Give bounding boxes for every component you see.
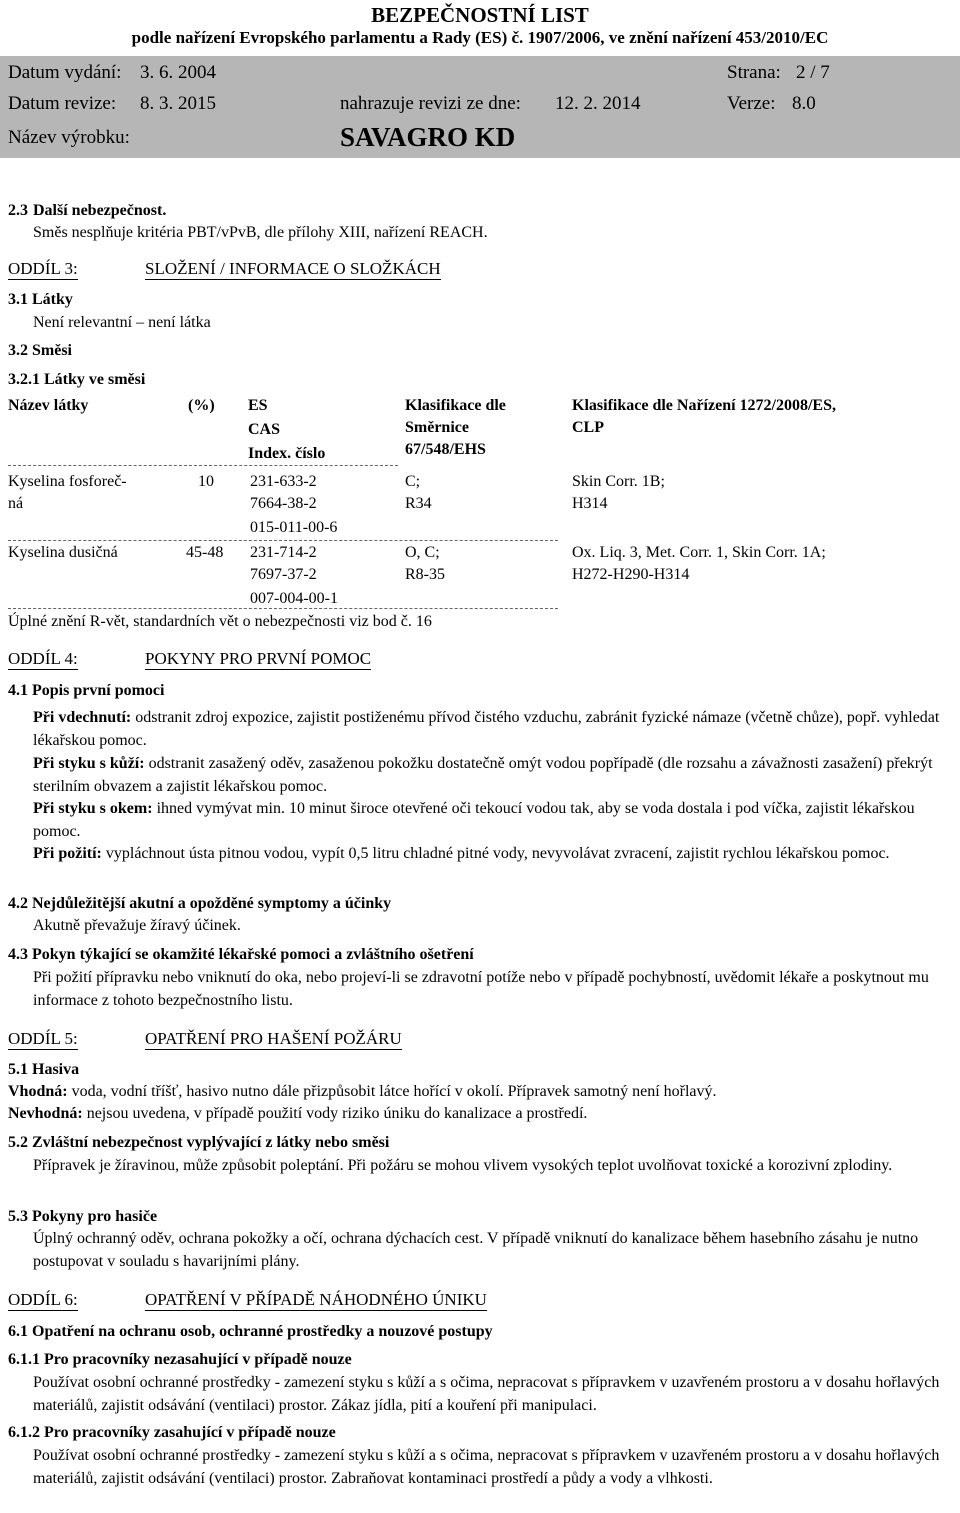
subsection-5-3-heading: 5.3 Pokyny pro hasiče xyxy=(8,1208,158,1225)
row2-cas: 7697-37-2 xyxy=(250,566,317,583)
subsection-5-3-text: Úplný ochranný oděv, ochrana pokožky a očí, ochrana dýchacích cest. V případě vniknutí do kanalizace během hasebního zásahu je nutno postupovat v souladu s havarijními plány. xyxy=(33,1230,919,1270)
row2-index: 007-004-00-1 xyxy=(250,590,338,607)
subsection-3-1-heading: 3.1 Látky xyxy=(8,291,73,308)
document-subtitle: podle nařízení Evropského parlamentu a Rady (ES) č. 1907/2006, ve znění nařízení 453/2010/EC xyxy=(131,28,829,47)
row1-percent: 10 xyxy=(198,473,214,490)
first-aid-skin-text: odstranit zasažený oděv, zasaženou pokožku dostatečně omýt vodou popřípadě (dle rozsahu a závažnosti zasažení) překrýt sterilním obvazem a zajistit lékařskou pomoc. xyxy=(33,755,933,795)
table-divider xyxy=(8,540,558,541)
first-aid-skin xyxy=(33,753,943,798)
subsection-3-2-heading: 3.2 Směsi xyxy=(8,342,72,359)
unsuitable-media-label: Nevhodná: xyxy=(8,1105,83,1122)
row1-clp-2: H314 xyxy=(572,495,608,512)
subsection-4-3-text: Při požití přípravku nebo vniknutí do oka, nebo projeví-li se zdravotní potíže nebo v případě pochybností, uvědomit lékaře a poskytnout mu informace z tohoto bezpečnostního listu. xyxy=(33,969,929,1009)
row2-clp-2: H272-H290-H314 xyxy=(572,566,690,583)
version-value: 8.0 xyxy=(792,93,816,114)
revision-date-value: 8. 3. 2015 xyxy=(140,93,216,114)
subsection-4-2-text: Akutně převažuje žíravý účinek. xyxy=(33,917,241,934)
col-header-es: ES xyxy=(248,397,268,414)
replaces-value: 12. 2. 2014 xyxy=(555,93,641,114)
first-aid-eye xyxy=(33,798,943,843)
issue-date-value: 3. 6. 2004 xyxy=(140,62,216,83)
subsection-3-2-1-heading: 3.2.1 Látky ve směsi xyxy=(8,371,146,388)
subsection-4-1-heading: 4.1 Popis první pomoci xyxy=(8,682,165,699)
row2-clp-1: Ox. Liq. 3, Met. Corr. 1, Skin Corr. 1A; xyxy=(572,544,826,561)
first-aid-skin-label: Při styku s kůží: xyxy=(33,755,145,772)
first-aid-ingestion xyxy=(33,843,943,866)
suitable-media xyxy=(8,1082,717,1101)
unsuitable-media-text: nejsou uvedena, v případě použití vody riziko úniku do kanalizace a prostředí. xyxy=(82,1105,588,1122)
subsection-2-3-text: Směs nesplňuje kritéria PBT/vPvB, dle přílohy XIII, nařízení REACH. xyxy=(33,224,488,241)
row1-name-2: ná xyxy=(8,495,24,512)
row1-clp-1: Skin Corr. 1B; xyxy=(572,473,665,490)
section-4-title: POKYNY PRO PRVNÍ POMOC xyxy=(145,649,371,670)
subsection-5-1-heading: 5.1 Hasiva xyxy=(8,1061,80,1078)
col-header-directive-3: 67/548/EHS xyxy=(405,441,486,458)
row1-index: 015-011-00-6 xyxy=(250,519,338,536)
row1-name-1: Kyselina fosforeč- xyxy=(8,473,127,490)
subsection-6-1-1-heading: 6.1.1 Pro pracovníky nezasahující v případě nouze xyxy=(8,1351,352,1368)
first-aid-eye-text: ihned vymývat min. 10 minut široce otevřené oči tekoucí vodou tak, aby se voda dostala i pod víčka, zajistit lékařskou pomoc. xyxy=(33,800,915,840)
row2-directive-1: O, C; xyxy=(405,544,440,561)
col-header-clp-2: CLP xyxy=(572,419,604,436)
first-aid-ingestion-label: Při požití: xyxy=(33,845,102,862)
section-5-label: ODDÍL 5: xyxy=(8,1029,78,1050)
suitable-media-text: voda, vodní tříšť, hasivo nutno dále přizpůsobit látce hořící v okolí. Přípravek samotný není hořlavý. xyxy=(67,1083,717,1100)
table-divider xyxy=(8,465,398,466)
first-aid-ingestion-text: vypláchnout ústa pitnou vodou, vypít 0,5 litru chladné pitné vody, nevyvolávat zvracení, zajistit rychlou lékařskou pomoc. xyxy=(101,845,890,862)
product-name: SAVAGRO KD xyxy=(340,122,516,152)
section-6-label: ODDÍL 6: xyxy=(8,1290,78,1311)
row1-directive-1: C; xyxy=(405,473,421,490)
replaces-label: nahrazuje revizi ze dne: xyxy=(340,93,521,114)
col-header-name: Název látky xyxy=(8,397,89,414)
section-3-title: SLOŽENÍ / INFORMACE O SLOŽKÁCH xyxy=(145,259,441,280)
row1-cas: 7664-38-2 xyxy=(250,495,317,512)
page-value: 2 / 7 xyxy=(796,62,830,83)
subsection-2-3-number: 2.3 xyxy=(8,202,28,219)
subsection-4-2-heading: 4.2 Nejdůležitější akutní a opožděné symptomy a účinky xyxy=(8,895,392,912)
col-header-directive-1: Klasifikace dle xyxy=(405,397,506,414)
col-header-percent: (%) xyxy=(188,397,215,414)
row2-percent: 45-48 xyxy=(186,544,224,561)
row1-directive-2: R34 xyxy=(405,495,432,512)
first-aid-inhalation-text: odstranit zdroj expozice, zajistit postiženému přívod čistého vzduchu, zabránit fyzické námaze (včetně chůze), popř. vyhledat lékařskou pomoc. xyxy=(33,709,940,749)
subsection-2-3-heading: Další nebezpečnost. xyxy=(33,202,167,219)
subsection-5-2-heading: 5.2 Zvláštní nebezpečnost vyplývající z látky nebo směsi xyxy=(8,1134,390,1151)
first-aid-inhalation-label: Při vdechnutí: xyxy=(33,709,132,726)
table-divider xyxy=(8,608,558,609)
row2-name: Kyselina dusičná xyxy=(8,544,118,561)
subsection-3-1-text: Není relevantní – není látka xyxy=(33,314,211,331)
section-4-label: ODDÍL 4: xyxy=(8,649,78,670)
row2-directive-2: R8-35 xyxy=(405,566,445,583)
subsection-5-2-text: Přípravek je žíravinou, může způsobit poleptání. Při požáru se mohou vlivem vysokých teplot uvolňovat toxické a korozivní zplodiny. xyxy=(33,1157,893,1174)
section-3-label: ODDÍL 3: xyxy=(8,259,78,280)
col-header-clp-1: Klasifikace dle Nařízení 1272/2008/ES, xyxy=(572,397,836,414)
subsection-6-1-1-text: Používat osobní ochranné prostředky - zamezení styku s kůží a s očima, nepracovat s přípravkem v uzavřeném prostoru a v dosahu hořlavých materiálů, zajistit odsávání (ventilaci) prostor. Zákaz jídla, pití a kouření při manipulaci. xyxy=(33,1374,940,1414)
first-aid-eye-label: Při styku s okem: xyxy=(33,800,153,817)
version-label: Verze: xyxy=(727,93,776,114)
col-header-cas: CAS xyxy=(248,421,281,438)
product-label: Název výrobku: xyxy=(8,127,130,148)
row2-es: 231-714-2 xyxy=(250,544,317,561)
revision-date-label: Datum revize: xyxy=(8,93,117,114)
subsection-6-1-2-heading: 6.1.2 Pro pracovníky zasahující v případě nouze xyxy=(8,1424,336,1441)
subsection-6-1-2-text: Používat osobní ochranné prostředky - zamezení styku s kůží a s očima, nepracovat s přípravkem v uzavřeném prostoru a v dosahu hořlavých materiálů, zajistit odsávání (ventilaci) prostor. Zabraňovat kontaminaci prostředí a půdy a vody a vlhkosti. xyxy=(33,1447,940,1487)
col-header-index: Index. číslo xyxy=(248,445,326,462)
document-title: BEZPEČNOSTNÍ LIST xyxy=(371,3,589,27)
section-5-title: OPATŘENÍ PRO HAŠENÍ POŽÁRU xyxy=(145,1029,402,1050)
table-footnote: Úplné znění R-vět, standardních vět o nebezpečnosti viz bod č. 16 xyxy=(8,613,432,630)
page-label: Strana: xyxy=(727,62,781,83)
unsuitable-media xyxy=(8,1104,587,1123)
subsection-6-1-heading: 6.1 Opatření na ochranu osob, ochranné prostředky a nouzové postupy xyxy=(8,1323,493,1340)
suitable-media-label: Vhodná: xyxy=(8,1083,68,1100)
first-aid-inhalation xyxy=(33,707,943,752)
col-header-directive-2: Směrnice xyxy=(405,419,469,436)
subsection-4-3-heading: 4.3 Pokyn týkající se okamžité lékařské pomoci a zvláštního ošetření xyxy=(8,946,474,963)
row1-es: 231-633-2 xyxy=(250,473,317,490)
section-6-title: OPATŘENÍ V PŘÍPADĚ NÁHODNÉHO ÚNIKU xyxy=(145,1290,487,1311)
issue-date-label: Datum vydání: xyxy=(8,62,122,83)
